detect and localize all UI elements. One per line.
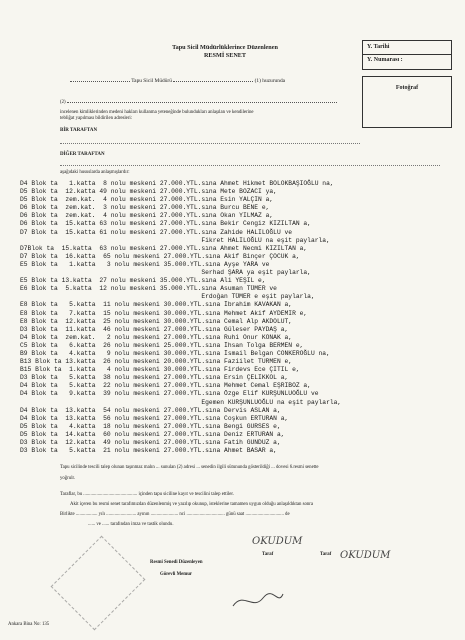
- typed-entries: [20, 180, 460, 455]
- capacity-note-line1: incelenen kimliklerinden medeni hakları kullanma yeteneğinde bulundukları anlaşılan ve kendilerine: [60, 110, 254, 115]
- officer-label: Resmi Senedi Düzenleyen: [150, 560, 203, 565]
- officer-blank: [173, 76, 253, 82]
- signature-scribble: [228, 586, 288, 616]
- deed-entry-line: D7 Blok ta 16.katta 65 nolu meskeni 27.000.YTL.sına Akif Binçer ÇOCUK a,: [20, 252, 300, 260]
- party-right-label: DİĞER TARAFTAN: [60, 152, 105, 157]
- deed-entry-line: D3 Blok ta 11.katta 46 nolu meskeni 27.000.YTL.sına Güleser PAYDAŞ a,: [20, 325, 289, 333]
- office-blank: [70, 76, 130, 82]
- deed-entry-line: D5 Blok ta 14.katta 60 nolu meskeni 27.000.YTL.sına Deniz ERTURAN a,: [20, 430, 285, 438]
- row2-prefix: (2): [60, 100, 66, 105]
- office-line: [70, 76, 285, 84]
- deed-entry-line: E8 Blok ta 12.katta 25 nolu meskeni 30.000.YTL.sına Cemal Alp AKDOLUT,: [20, 317, 293, 325]
- deed-entry-line: E8 Blok ta 5.katta 11 nolu meskeni 30.000.YTL.sına İbrahim KAVAKAN a,: [20, 301, 293, 309]
- party-left-label: BİR TARAFTAN: [60, 128, 98, 133]
- deed-entry-line: D3 Blok ta 12.katta 49 nolu meskeni 27.000.YTL.sına Fatih GUNDUZ a,: [20, 439, 281, 446]
- deed-entry-line: Serhad ŞARA ya eşit paylarla,: [20, 269, 311, 277]
- side-label-2: Taraf: [320, 552, 332, 557]
- signature-1: OKUDUM: [252, 536, 303, 547]
- deed-entry-line: D3 Blok ta 5.katta 21 nolu meskeni 27.000.YTL.sına Ahmet BASAR a,: [20, 447, 277, 455]
- deed-entry-line: B13 Blok ta 13.katta 26 nolu meskeni 20.000.YTL.sına Faziilet TURMEN e,: [20, 358, 293, 366]
- deed-entry-line: D5 Blok ta zem.kat. 4 nolu meskeni 27.000.YTL.sına Esin YALÇIN a,: [20, 196, 274, 204]
- date-number-box: [362, 40, 452, 70]
- party-right-rule: [60, 165, 440, 166]
- box-divider: [363, 54, 451, 55]
- officer-label-2: Görevli Memur: [160, 572, 193, 577]
- capacity-note: [60, 110, 254, 122]
- deed-entry-line: E8 Blok ta 7.katta 15 nolu meskeni 30.000.YTL.sına Mehmet Akif AYDEMIR e,: [20, 309, 308, 317]
- deed-entry-line: D4 Blok ta 9.katta 39 nolu meskeni 27.000.YTL.sına Özge Elif KURŞUNLUOĞLU ve: [20, 390, 319, 398]
- capacity-note-line2: tebliğat yapılması bildirilen adresleri:: [60, 116, 133, 121]
- side-label-1: Taraf: [262, 552, 274, 557]
- deed-entry-line: B9 Blok ta 4.katta 9 nolu meskeni 30.000.YTL.sına İsmail Belgan CONKEROĞLU na,: [20, 349, 330, 357]
- signature-2: OKUDUM: [340, 550, 391, 561]
- deed-entry-line: E5 Blok ta 13.katta 27 nolu meskeni 35.000.YTL.sına Ali YEŞIL e,: [20, 277, 266, 285]
- sale-note: [60, 465, 450, 471]
- deed-entry-line: D5 Blok ta 4.katta 18 nolu meskeni 27.000.YTL.sına Bengi GURSES e,: [20, 422, 281, 430]
- deed-entry-line: Egemen KURŞUNLUOĞLU na eşit paylarla,: [20, 398, 342, 406]
- party-left-rule: [60, 143, 360, 144]
- office-label: Tapu Sicil Müdürü: [131, 78, 172, 84]
- deed-entry-line: C5 Blok ta 6.katta 26 nolu meskeni 25.000.YTL.sına İhsan Tolga BERMEN e,: [20, 341, 304, 349]
- deed-entry-line: Fikret HALILOĞLU na eşit paylarla,: [20, 236, 330, 244]
- deed-entry-line: E6 Blok ta 5.katta 12 nolu meskeni 35.000.YTL.sına Asuman TÜMER ve: [20, 285, 277, 293]
- party-line: Taraflar, bu ............................................. içinden tapu siciline kayıt ve tescilini talep ettiler.: [60, 492, 234, 497]
- photo-box: [362, 76, 452, 128]
- deed-entry-line: D4 Blok ta 1.katta 8 nolu meskeni 27.000.YTL.sına Ahmet Hikmet BOLOKBAŞIOĞLU na,: [20, 180, 334, 187]
- deed-entry-line: D4 Blok ta 13.katta 56 nolu meskeni 27.000.YTL.sına Coşkun ERTURAN a,: [20, 414, 289, 422]
- volume-text: yoğrulr.: [60, 476, 76, 481]
- deed-entry-line: D3 Blok ta 5.katta 38 nolu meskeni 27.000.YTL.sına Ersin ÇELIKKOL a,: [20, 374, 289, 382]
- deed-entry-line: D4 Blok ta 13.katta 54 nolu meskeni 27.000.YTL.sına Dervis ASLAN a,: [20, 406, 281, 414]
- date-line: Birlikte .................. yılı ......................... ayının ....................... nci ................................ günü saat ................................ de: [60, 512, 290, 517]
- deed-entry-line: D5 Blok ta 12.katta 49 nolu meskeni 27.000.YTL.sına Mete BOZACI ya,: [20, 188, 277, 196]
- agreed-note: aşağıdaki hususlarda anlaşmışlardır:: [60, 170, 130, 175]
- deed-entry-line: D7 Blok ta 15.katta 61 nolu meskeni 27.000.YTL.sına Zahide HALILOĞLU ve: [20, 228, 293, 236]
- bottom-left-ref: Ankara Bina No: 135: [8, 622, 50, 627]
- deed-entry-line: D7Blok ta 15.katta 63 nolu meskeni 27.000.YTL.sına Ahmet Necmi KIZILTAN a,: [20, 244, 308, 252]
- deed-entry-line: D4 Blok ta 5.katta 22 nolu meskeni 27.000.YTL.sına Mehmet Cemal EŞRIBOZ a,: [20, 382, 311, 390]
- presence-label: (1) huzurunda: [254, 78, 286, 84]
- stamp-mark: [51, 536, 146, 631]
- date-label: Y. Tarihi: [367, 44, 390, 50]
- deed-entry-line: D6 Blok ta zem.kat. 4 nolu meskeni 27.000.YTL.sına Okan YILMAZ a,: [20, 212, 274, 220]
- title-line-1: Tapu Sicil Müdürlüklerince Düzenlenen: [172, 44, 278, 51]
- deed-entry-line: E5 Blok ta 1.katta 3 nolu meskeni 35.000.YTL.sına Ayşe YARA ve: [20, 260, 270, 268]
- row2-line: [60, 97, 337, 106]
- deed-entry-line: D6 Blok ta 15.katta 63 nolu meskeni 27.000.YTL.sına Bekir Cengiz KIZILTAN a,: [20, 220, 311, 228]
- title-line-2: RESMİ SENET: [203, 52, 247, 59]
- number-label: Y. Numarası :: [367, 57, 403, 63]
- deed-entry-line: Erdoğan TÜMER e eşit paylarla,: [20, 293, 315, 301]
- sign-line: ...... ve ...... tarafından imza ve tastik olundu.: [88, 522, 174, 527]
- document-title: [120, 44, 330, 60]
- row2-blank: [67, 97, 337, 103]
- photo-label: Fotoğraf: [395, 85, 419, 91]
- deed-entry-line: D4 Blok ta zem.kat. 2 nolu meskeni 27.000.YTL.sına Ruhi Onur KONAK a,: [20, 333, 293, 341]
- deed-entry-line: B15 Blok ta 1.katta 4 nolu meskeni 30.000.YTL.sına Firdevs Ece ÇITIL e,: [20, 366, 300, 374]
- deed-entry-line: D6 Blok ta zem.kat. 3 nolu meskeni 27.000.YTL.sına Burcu BENE e,: [20, 204, 270, 212]
- read-line: Akit içeren bu resmi senet tarafımızdan düzenlenmiş ve yazılıp okunup, isteklerine tamamen uygun olduğu anlaşıldıktan sonra: [70, 502, 313, 507]
- sale-note-text: Tapu sicilinde tescili talep olunan taşınmaz malın ... sunulan (2) adresi ... senedin ilgili sütununda gösterildiği ... dovesi 6.resmi senette: [60, 465, 319, 470]
